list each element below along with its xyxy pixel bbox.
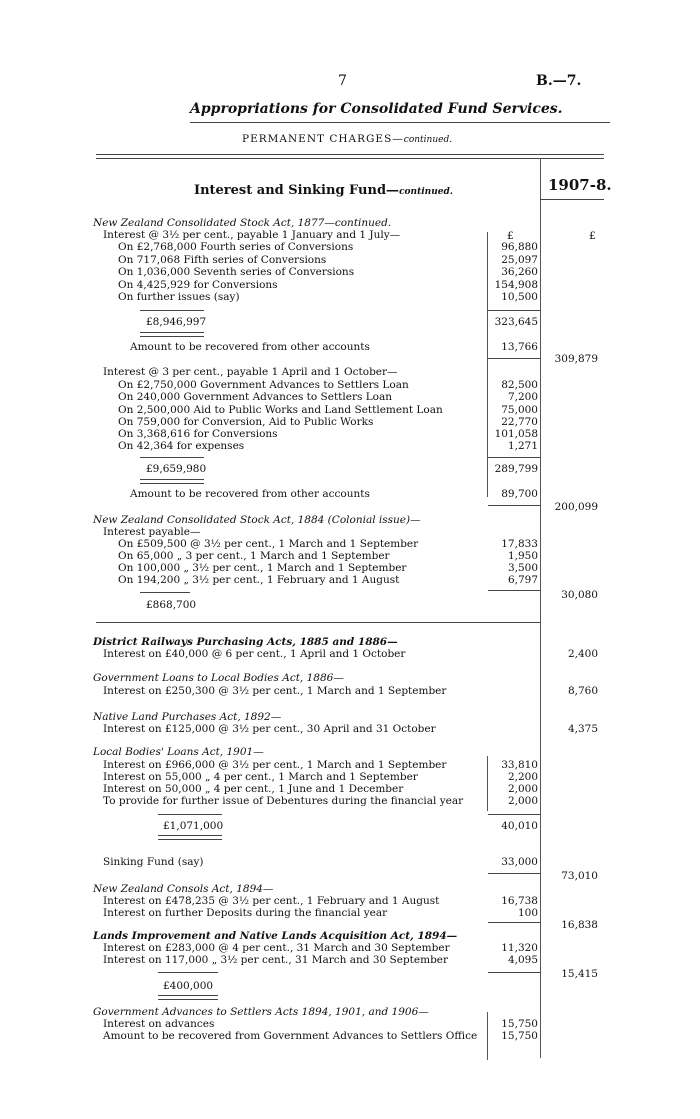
double-rule	[140, 479, 204, 484]
section-rule	[96, 622, 540, 623]
column-divider	[540, 158, 541, 1058]
rule	[488, 873, 540, 874]
table-top-rule-2	[96, 158, 604, 159]
nz1877-subtotal: 323,645	[494, 316, 538, 328]
advances-line-2: Amount to be recovered from Government Advances to Settlers Office	[103, 1030, 478, 1042]
railways-net: 2,400	[567, 648, 598, 660]
landimprovement-net: 15,415	[561, 968, 598, 980]
nz1884-line-4: On 194,200 „ 3½ per cent., 1 February and 1 August	[118, 574, 400, 586]
govloans-line: Interest on £250,300 @ 3½ per cent., 1 March and 1 September	[103, 685, 447, 697]
year-rule	[540, 199, 604, 200]
section-title: Interest and Sinking Fund—continued.	[194, 183, 453, 198]
double-rule	[158, 995, 218, 1000]
nz1877-value2-4: 22,770	[501, 416, 538, 428]
nz1884-value-1: 17,833	[501, 538, 538, 550]
nz1877-line-4: On 4,425,929 for Conversions	[118, 279, 278, 291]
nz1877-value-5: 10,500	[501, 291, 538, 303]
nz1877-line-3: On 1,036,000 Seventh series of Conversions	[118, 266, 355, 278]
railways-line: Interest on £40,000 @ 6 per cent., 1 April and 1 October	[103, 648, 406, 660]
page-subtitle: PERMANENT CHARGES—continued.	[242, 133, 453, 145]
nz1877-line2-1: On £2,750,000 Government Advances to Settlers Loan	[118, 379, 409, 391]
localbodies-line-1: Interest on £966,000 @ 3½ per cent., 1 March and 1 September	[103, 759, 447, 771]
landimprovement-heading: Lands Improvement and Native Lands Acquisition Act, 1894—	[93, 930, 458, 942]
nz1877-net-2: 200,099	[554, 501, 598, 513]
rule	[140, 457, 204, 458]
rule	[488, 310, 540, 311]
nativeland-net: 4,375	[567, 723, 598, 735]
nativeland-line: Interest on £125,000 @ 3½ per cent., 30 April and 31 October	[103, 723, 436, 735]
nz1877-value-4: 154,908	[494, 279, 538, 291]
nz1877-value2-5: 101,058	[494, 428, 538, 440]
nz1877-value2-2: 7,200	[507, 391, 538, 403]
nz1877-value2-3: 75,000	[501, 404, 538, 416]
nz1884-intro: Interest payable—	[103, 526, 201, 538]
rule	[488, 505, 540, 506]
consols-net: 16,838	[561, 919, 598, 931]
nz1877-intro: Interest @ 3½ per cent., payable 1 January and 1 July—	[103, 229, 401, 241]
consols-line-1: Interest on £478,235 @ 3½ per cent., 1 February and 1 August	[103, 895, 440, 907]
localbodies-heading: Local Bodies' Loans Act, 1901—	[93, 746, 264, 758]
nz1884-line-3: On 100,000 „ 3½ per cent., 1 March and 1 September	[118, 562, 407, 574]
advances-value-1: 15,750	[501, 1018, 538, 1030]
landimprovement-total-principal: £400,000	[163, 980, 214, 992]
nz1877-intro-2: Interest @ 3 per cent., payable 1 April and 1 October—	[103, 366, 398, 378]
nz1877-line2-2: On 240,000 Government Advances to Settlers Loan	[118, 391, 393, 403]
nz1877-recovered-value-2: 89,700	[501, 488, 538, 500]
nz1884-net: 30,080	[561, 589, 598, 601]
rule	[158, 814, 222, 815]
localbodies-value-3: 2,000	[507, 783, 538, 795]
nz1877-line2-6: On 42,364 for expenses	[118, 440, 245, 452]
nz1877-net-1: 309,879	[554, 353, 598, 365]
nz1877-line2-5: On 3,368,616 for Conversions	[118, 428, 278, 440]
rule	[488, 922, 540, 923]
pound-sign-right: £	[589, 230, 596, 242]
table-top-rule	[96, 154, 604, 155]
rule	[140, 592, 190, 593]
nz1877-recovered-label-2: Amount to be recovered from other accounts	[130, 488, 370, 500]
rule	[488, 972, 540, 973]
rule	[488, 590, 540, 591]
nz1877-value-2: 25,097	[501, 254, 538, 266]
advances-heading: Government Advances to Settlers Acts 1894, 1901, and 1906—	[93, 1006, 429, 1018]
nz1877-recovered-label: Amount to be recovered from other accounts	[130, 341, 370, 353]
nz1877-line2-3: On 2,500,000 Aid to Public Works and Land Settlement Loan	[118, 404, 443, 416]
nz1877-value-3: 36,260	[501, 266, 538, 278]
pound-sign-left: £	[507, 230, 514, 242]
nz1884-total-principal: £868,700	[146, 599, 197, 611]
localbodies-line-4: To provide for further issue of Debentures during the financial year	[103, 795, 464, 807]
landimprovement-value-2: 4,095	[507, 954, 538, 966]
localbodies-line-3: Interest on 50,000 „ 4 per cent., 1 June and 1 December	[103, 783, 404, 795]
nz1877-value2-1: 82,500	[501, 379, 538, 391]
landimprovement-line-1: Interest on £283,000 @ 4 per cent., 31 March and 30 September	[103, 942, 450, 954]
railways-heading: District Railways Purchasing Acts, 1885 and 1886—	[93, 636, 398, 648]
landimprovement-line-2: Interest on 117,000 „ 3½ per cent., 31 March and 30 September	[103, 954, 449, 966]
localbodies-net: 73,010	[561, 870, 598, 882]
consols-value-2: 100	[517, 907, 538, 919]
double-rule	[140, 332, 204, 337]
govloans-heading: Government Loans to Local Bodies Act, 1886—	[93, 672, 344, 684]
header-rule	[190, 122, 610, 123]
localbodies-subtotal: 40,010	[501, 820, 538, 832]
nz1884-value-2: 1,950	[507, 550, 538, 562]
localbodies-value-2: 2,200	[507, 771, 538, 783]
govloans-net: 8,760	[567, 685, 598, 697]
nz1877-total-principal: £8,946,997	[146, 316, 207, 328]
advances-value-2: 15,750	[501, 1030, 538, 1042]
rule	[488, 457, 540, 458]
nz1877-heading: New Zealand Consolidated Stock Act, 1877—continued.	[93, 217, 392, 229]
year-column-header: 1907-8.	[548, 176, 612, 194]
landimprovement-value-1: 11,320	[501, 942, 538, 954]
nz1877-value-1: 96,880	[501, 241, 538, 253]
nz1884-line-2: On 65,000 „ 3 per cent., 1 March and 1 September	[118, 550, 390, 562]
nz1877-subtotal-2: 289,799	[494, 463, 538, 475]
sinking-fund-label: Sinking Fund (say)	[103, 856, 204, 868]
advances-line-1: Interest on advances	[103, 1018, 215, 1030]
rule	[158, 972, 218, 973]
nz1877-recovered-value: 13,766	[501, 341, 538, 353]
nz1884-value-3: 3,500	[507, 562, 538, 574]
sinking-fund-value: 33,000	[501, 856, 538, 868]
nz1877-value2-6: 1,271	[507, 440, 538, 452]
localbodies-total-principal: £1,071,000	[163, 820, 224, 832]
localbodies-value-4: 2,000	[507, 795, 538, 807]
document-reference: B.—7.	[536, 73, 582, 89]
nz1884-line-1: On £509,500 @ 3½ per cent., 1 March and 1 September	[118, 538, 419, 550]
nz1877-line-5: On further issues (say)	[118, 291, 240, 303]
page-title: Appropriations for Consolidated Fund Services.	[190, 101, 563, 117]
consols-heading: New Zealand Consols Act, 1894—	[93, 883, 274, 895]
nz1877-line-2: On 717,068 Fifth series of Conversions	[118, 254, 327, 266]
rule	[140, 310, 204, 311]
rule	[488, 358, 540, 359]
nz1884-value-4: 6,797	[507, 574, 538, 586]
nz1877-line2-4: On 759,000 for Conversion, Aid to Public Works	[118, 416, 374, 428]
consols-value-1: 16,738	[501, 895, 538, 907]
nz1877-total-principal-2: £9,659,980	[146, 463, 207, 475]
nz1884-heading: New Zealand Consolidated Stock Act, 1884 (Colonial issue)—	[93, 514, 421, 526]
nz1877-line-1: On £2,768,000 Fourth series of Conversions	[118, 241, 354, 253]
consols-line-2: Interest on further Deposits during the financial year	[103, 907, 388, 919]
localbodies-line-2: Interest on 55,000 „ 4 per cent., 1 March and 1 September	[103, 771, 418, 783]
nativeland-heading: Native Land Purchases Act, 1892—	[93, 711, 282, 723]
page-number: 7	[338, 73, 347, 89]
localbodies-value-1: 33,810	[501, 759, 538, 771]
double-rule	[158, 835, 222, 840]
rule	[488, 814, 540, 815]
